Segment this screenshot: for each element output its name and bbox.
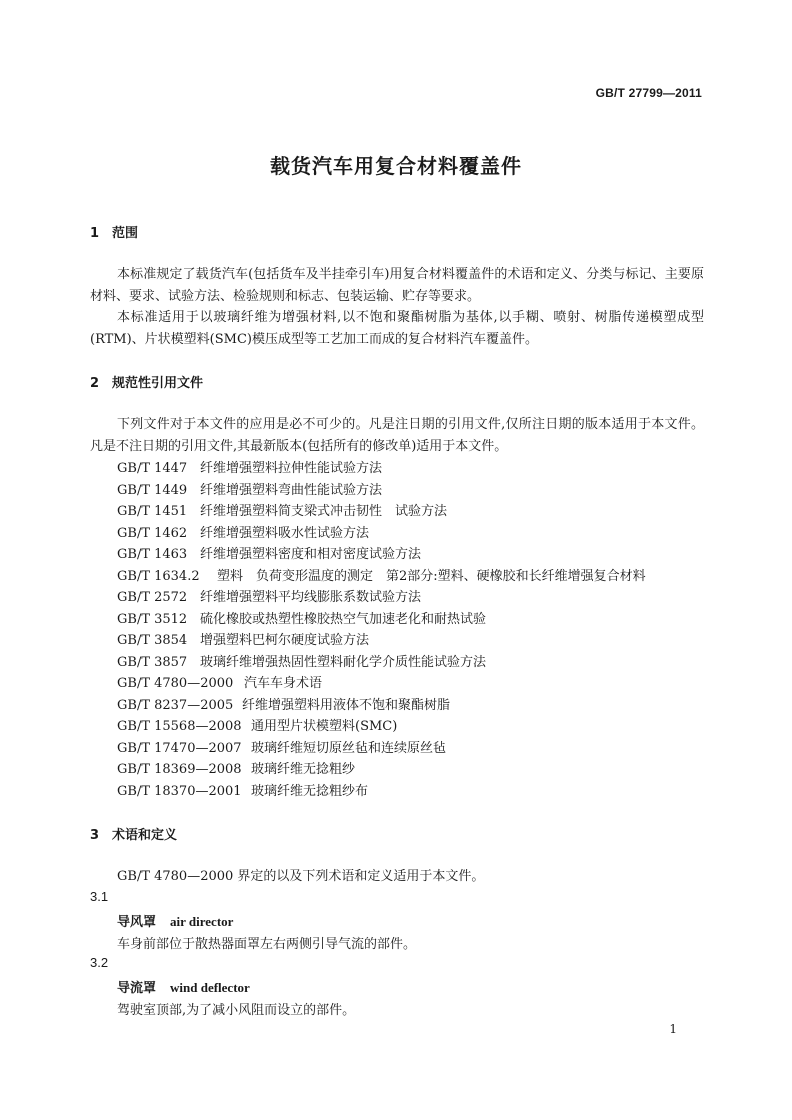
reference-title: 纤维增强塑料密度和相对密度试验方法	[200, 547, 422, 562]
scope-paragraph-2: 本标准适用于以玻璃纤维为增强材料,以不饱和聚酯树脂为基体,以手糊、喷射、树脂传递模塑成型(RTM)、片状模塑料(SMC)模压成型等工艺加工而成的复合材料汽车覆盖件。	[90, 310, 704, 347]
scope-paragraph-1: 本标准规定了载货汽车(包括货车及半挂牵引车)用复合材料覆盖件的术语和定义、分类与标记、主要原材料、要求、试验方法、检验规则和标志、包装运输、贮存等要求。	[90, 267, 704, 304]
reference-title: 纤维增强塑料简支梁式冲击韧性 试验方法	[200, 504, 448, 519]
reference-item	[117, 587, 646, 609]
reference-item	[117, 544, 646, 566]
reference-title: 纤维增强塑料用液体不饱和聚酯树脂	[242, 697, 451, 713]
reference-item	[117, 716, 646, 738]
reference-item	[117, 480, 646, 502]
section-number: 2	[90, 376, 100, 391]
reference-title: 通用型片状模塑料(SMC)	[251, 719, 398, 734]
reference-item	[117, 609, 646, 631]
reference-title: 纤维增强塑料平均线膨胀系数试验方法	[200, 590, 422, 605]
standard-code: GB/T 27799—2011	[595, 86, 702, 100]
reference-item	[117, 695, 646, 717]
term-entry	[117, 977, 250, 996]
reference-title: 塑料 负荷变形温度的测定 第2部分:塑料、硬橡胶和长纤维增强复合材料	[217, 568, 646, 584]
reference-code: GB/T 1463	[117, 547, 188, 562]
section-number: 3	[90, 828, 100, 843]
page-number: 1	[669, 1022, 677, 1036]
reference-title: 玻璃纤维短切原丝毡和连续原丝毡	[251, 740, 447, 756]
reference-item	[117, 673, 646, 695]
reference-code: GB/T 1462	[117, 525, 188, 541]
clause-number: 3.1	[90, 889, 109, 904]
reference-code: GB/T 4780—2000	[117, 676, 234, 691]
reference-title: 汽车车身术语	[244, 676, 323, 691]
reference-code: GB/T 18370—2001	[117, 783, 242, 799]
reference-code: GB/T 8237—2005	[117, 697, 234, 713]
reference-item	[117, 523, 646, 545]
reference-title: 玻璃纤维增强热固性塑料耐化学介质性能试验方法	[200, 654, 487, 670]
term-chinese: 导风罩	[117, 915, 157, 930]
reference-title: 纤维增强塑料吸水性试验方法	[200, 525, 370, 541]
reference-code: GB/T 17470—2007	[117, 740, 242, 756]
section-title: 范围	[112, 226, 139, 241]
term-english: wind deflector	[170, 980, 250, 995]
reference-title: 硫化橡胶或热塑性橡胶热空气加速老化和耐热试验	[200, 611, 487, 627]
reference-code: GB/T 2572	[117, 590, 188, 605]
reference-list	[117, 458, 646, 802]
document-title: 载货汽车用复合材料覆盖件	[270, 154, 522, 178]
term-english: air director	[170, 914, 234, 929]
term-definition: 车身前部位于散热器面罩左右两侧引导气流的部件。	[117, 937, 417, 952]
reference-code: GB/T 1451	[117, 504, 188, 519]
section-heading-terms	[90, 824, 177, 843]
section-title: 术语和定义	[112, 828, 178, 843]
section-heading-normative-refs	[90, 372, 203, 391]
term-entry	[117, 911, 233, 930]
reference-code: GB/T 18369—2008	[117, 762, 242, 777]
term-chinese: 导流罩	[117, 981, 157, 996]
reference-item	[117, 458, 646, 480]
reference-code: GB/T 1449	[117, 482, 188, 498]
reference-code: GB/T 3512	[117, 611, 188, 627]
reference-title: 玻璃纤维无捻粗纱布	[251, 783, 369, 799]
reference-item	[117, 738, 646, 760]
reference-title: 玻璃纤维无捻粗纱	[251, 762, 356, 777]
clause-number: 3.2	[90, 955, 109, 970]
reference-title: 纤维增强塑料弯曲性能试验方法	[200, 482, 383, 498]
reference-item	[117, 652, 646, 674]
normative-refs-intro: 下列文件对于本文件的应用是必不可少的。凡是注日期的引用文件,仅所注日期的版本适用于本文件。凡是不注日期的引用文件,其最新版本(包括所有的修改单)适用于本文件。	[90, 417, 704, 454]
terms-intro: GB/T 4780—2000 界定的以及下列术语和定义适用于本文件。	[117, 869, 485, 884]
reference-item	[117, 781, 646, 803]
reference-code: GB/T 3854	[117, 633, 188, 648]
reference-item	[117, 759, 646, 781]
section-title: 规范性引用文件	[112, 376, 204, 391]
reference-code: GB/T 3857	[117, 654, 188, 670]
reference-title: 增强塑料巴柯尔硬度试验方法	[200, 633, 370, 648]
reference-code: GB/T 1447	[117, 461, 188, 476]
section-heading-scope	[90, 222, 138, 241]
reference-code: GB/T 1634.2	[117, 568, 200, 584]
reference-title: 纤维增强塑料拉伸性能试验方法	[200, 461, 383, 476]
reference-item	[117, 566, 646, 588]
reference-item	[117, 630, 646, 652]
section-number: 1	[90, 226, 100, 241]
term-definition: 驾驶室顶部,为了减小风阻而设立的部件。	[117, 1003, 356, 1018]
reference-code: GB/T 15568—2008	[117, 719, 242, 734]
reference-item	[117, 501, 646, 523]
